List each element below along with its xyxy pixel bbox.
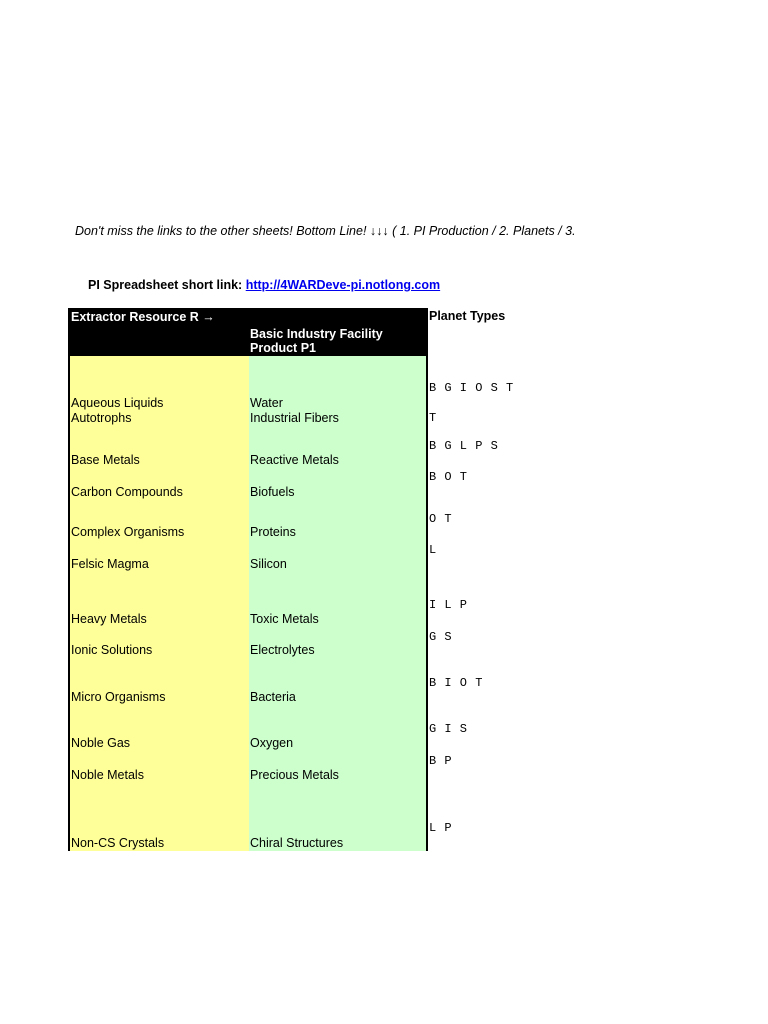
resource-cell: Autotrophs	[71, 411, 132, 425]
sheet-links-note: Don't miss the links to the other sheets! Bottom Line! ↓↓↓ ( 1. PI Production / 2. Planets / 3.	[75, 224, 576, 238]
product-cell: Electrolytes	[250, 643, 315, 657]
header-product-line2: Product P1	[250, 341, 316, 355]
resource-cell: Noble Metals	[71, 768, 144, 782]
table-left-border	[68, 308, 70, 851]
resource-cell: Complex Organisms	[71, 525, 185, 539]
header-product-line1: Basic Industry Facility	[250, 327, 383, 341]
planet-types-cell: B P	[429, 754, 453, 768]
resource-cell: Aqueous Liquids	[71, 396, 164, 410]
planet-types-cell: B O T	[429, 470, 468, 484]
product-cell: Industrial Fibers	[250, 411, 339, 425]
product-cell: Oxygen	[250, 736, 294, 750]
product-cell: Biofuels	[250, 485, 295, 499]
header-resource: Extractor Resource R →	[71, 310, 215, 324]
product-cell: Proteins	[250, 525, 296, 539]
planet-types-cell: L	[429, 543, 437, 557]
header-planet-types: Planet Types	[429, 309, 506, 323]
planet-types-cell: B G L P S	[429, 439, 499, 453]
resource-cell: Non-CS Crystals	[71, 836, 165, 850]
product-cell: Toxic Metals	[250, 612, 319, 626]
header-product	[250, 327, 383, 355]
planet-types-cell: T	[429, 411, 437, 425]
short-link-label: PI Spreadsheet short link:	[88, 278, 243, 292]
product-cell: Water	[250, 396, 283, 410]
product-cell: Reactive Metals	[250, 453, 339, 467]
resource-cell: Micro Organisms	[71, 690, 166, 704]
resource-cell: Base Metals	[71, 453, 140, 467]
resource-cell: Heavy Metals	[71, 612, 147, 626]
planet-types-cell: G S	[429, 630, 453, 644]
planet-types-cell: L P	[429, 821, 453, 835]
resource-cell: Noble Gas	[71, 736, 131, 750]
product-cell: Precious Metals	[250, 768, 339, 782]
short-link-url[interactable]: http://4WARDeve-pi.notlong.com	[245, 278, 441, 292]
short-link-line	[88, 278, 440, 292]
resource-cell: Carbon Compounds	[71, 485, 183, 499]
product-cell: Chiral Structures	[250, 836, 344, 850]
planet-types-cell: B I O T	[429, 676, 483, 690]
planet-types-cell: B G I O S T	[429, 381, 514, 395]
resource-cell: Ionic Solutions	[71, 643, 153, 657]
planet-types-cell: G I S	[429, 722, 468, 736]
resource-cell: Felsic Magma	[71, 557, 149, 571]
table-right-border	[426, 308, 428, 851]
planet-types-cell: I L P	[429, 598, 468, 612]
planet-types-cell: O T	[429, 512, 453, 526]
product-cell: Silicon	[250, 557, 287, 571]
table-header	[69, 308, 427, 356]
product-cell: Bacteria	[250, 690, 296, 704]
